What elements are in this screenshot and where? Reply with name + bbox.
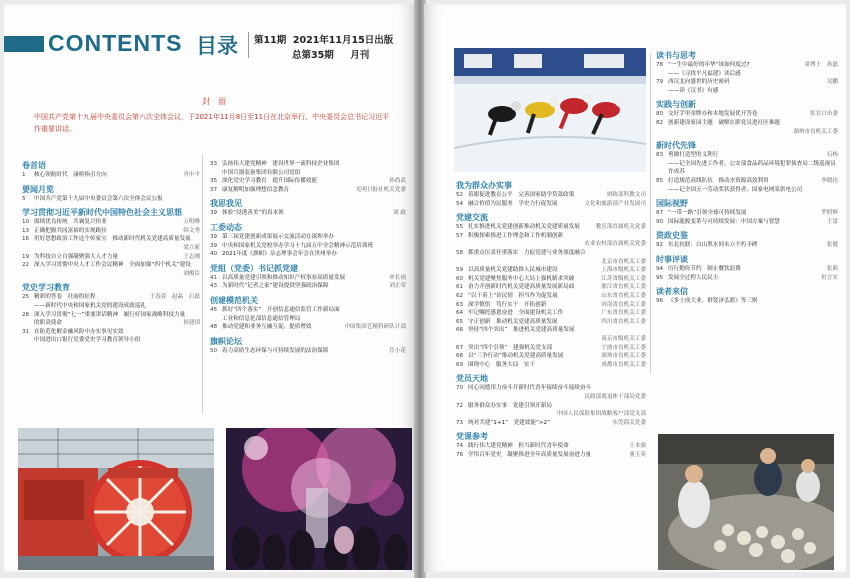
toc-section-title: 创建模范机关 <box>210 296 258 305</box>
toc-page-number: 35 <box>210 178 218 185</box>
toc-entry[interactable] <box>456 283 646 291</box>
toc-page-number: 39 <box>210 242 218 249</box>
toc-page-number: 96 <box>656 298 664 305</box>
toc-entry-author: 河南省直机关工委 <box>601 301 646 308</box>
toc-entry-title: 厉行勤俭节约 制止餐饮浪费 <box>668 266 741 272</box>
toc-page-number: 67 <box>456 344 464 351</box>
toc-entry[interactable] <box>210 186 406 194</box>
toc-page-number: 94 <box>656 266 664 272</box>
toc-entry-title: 《多士成大业，群贤济弘愿》等三则 <box>668 298 758 305</box>
toc-page-number: 61 <box>456 284 464 291</box>
contents-title: CONTENTS <box>48 30 183 56</box>
toc-entry[interactable] <box>22 195 200 203</box>
toc-entry-title: 精彩的答卷 壮丽的征程 <box>34 294 96 301</box>
toc-entry-title: 西汉北向盛世的历史密码 <box>668 79 730 86</box>
toc-entry[interactable] <box>22 227 200 235</box>
toc-entry[interactable] <box>456 326 646 334</box>
toc-entry-title: ——记全国先进工作者、公安部食品药品环境犯罪侦查局二级巡视员 <box>668 160 836 167</box>
total-number: 总第35期 <box>292 50 334 61</box>
toc-entry[interactable] <box>22 171 200 179</box>
toc-entry-title: “一生中最好的年华”该如何度过? <box>668 62 750 68</box>
toc-section-title: 旗帜论坛 <box>210 336 242 346</box>
toc-entry-author: 光明日报社机关党委 <box>355 186 406 193</box>
toc-entry[interactable] <box>656 70 838 78</box>
toc-entry[interactable] <box>22 253 200 261</box>
toc-page-number: 87 <box>656 210 664 217</box>
toc-entry-title: 东北抗联：白山黑水间永立不朽丰碑 <box>668 242 758 249</box>
toc-entry-title: ——记全国五一劳动奖状获得者、国家电网某供电公司 <box>668 186 803 193</box>
toc-entry-author: 浙江省直机关工委 <box>601 284 646 291</box>
toc-entry-author: 恒言实 <box>821 274 838 281</box>
toc-entry[interactable] <box>456 266 646 274</box>
toc-entry-author: 王雷 <box>826 218 838 225</box>
toc-entry-author: 罗照辉 <box>821 210 838 217</box>
toc-entry-author: 孙尚武 <box>389 178 406 185</box>
toc-entry-title: 深入学习贯彻中央人才工作会议精神 全面加强“四个机关”建设 <box>34 262 191 269</box>
toc-entry[interactable] <box>456 318 646 326</box>
header-divider <box>248 32 249 58</box>
toc-page-number: 68 <box>456 353 464 360</box>
toc-entry-author: 董玉英 <box>629 452 646 458</box>
toc-entry-author: 民政部离退休干部局党委 <box>584 394 646 400</box>
toc-page-number: 40 <box>210 251 218 258</box>
toc-entry-author: 四川省直机关工委 <box>601 318 646 325</box>
toc-page-number: 73 <box>456 419 464 426</box>
toc-entry-title: 创新建设家园主题 破解在职党员进社区难题 <box>668 120 780 126</box>
toc-entry-title: 体验“浸透善美”的真本领 <box>222 210 284 217</box>
toc-entry-title: 深入学习贯彻“七一”重要讲话精神 履行好国家战略科技力量 <box>34 311 186 318</box>
toc-entry-title: 机关党建聚焦服务中心大局上强机制求突破 <box>468 275 575 282</box>
toc-entry-title: 服务群众办实事 党建引领开新局 <box>468 402 552 409</box>
toc-entry-title: 牢记嘱托感恩奋进 全面建设机关工作 <box>468 310 564 317</box>
toc-page-number: 13 <box>22 227 30 234</box>
toc-entry[interactable] <box>456 361 646 369</box>
right-page <box>424 4 846 572</box>
toc-entry-author: 王春春 赵晶 石磊 <box>149 294 200 301</box>
tunnel-boring-machine-photo <box>18 428 214 570</box>
toc-entry-author: 广东省直机关工委 <box>601 310 646 317</box>
toc-section-title: 我思我见 <box>210 199 242 209</box>
toc-page-number: 95 <box>656 274 664 281</box>
toc-entry[interactable] <box>456 451 646 459</box>
toc-entry[interactable] <box>22 270 200 278</box>
toc-page-number: 22 <box>22 262 30 269</box>
toc-page-number: 69 <box>456 361 464 368</box>
toc-entry-title: 许成苏 <box>668 169 685 176</box>
toc-page-number: 60 <box>456 275 464 282</box>
toc-section-title: 读书与思考 <box>656 51 696 60</box>
toc-entry-author: 江苏省级机关工委 <box>601 275 646 282</box>
toc-page-number: 78 <box>656 62 664 68</box>
toc-entry[interactable] <box>456 232 646 240</box>
toc-entry-title: 国际能源变革与可持续发展：中国方案与智慧 <box>668 218 780 225</box>
toc-entry-author: 财政部科教文司 <box>606 192 646 198</box>
toc-entry-title: 2021年度《旗帜》杂志理事会年会在贵州举办 <box>222 251 337 258</box>
toc-page-number: 76 <box>456 452 464 458</box>
toc-entry-title: 坚持“四个突出” 推进机关党建高质量发展 <box>468 327 575 334</box>
toc-entry[interactable] <box>456 292 646 300</box>
cover-description <box>34 96 394 135</box>
toc-entry-title: 交好手里金牌办和本地发展优开答卷 <box>668 111 758 118</box>
toc-entry[interactable] <box>456 240 646 248</box>
toc-entry-title: 康复解明加强理想信念教育 <box>222 186 290 193</box>
toc-entry-title: 中国兵器装备集团有限公司党组 <box>222 169 301 176</box>
toc-page-number: 5 <box>22 195 26 202</box>
contents-title-cn: 目录 <box>196 34 238 58</box>
toc-entry[interactable] <box>22 328 200 336</box>
toc-entry[interactable] <box>210 233 406 241</box>
toc-entry[interactable] <box>456 335 646 343</box>
toc-entry-title: 统对共建“1+1” 党建效能“>2” <box>468 419 550 426</box>
toc-entry-author: 张室口市委 <box>810 111 838 118</box>
toc-entry-title: 突出“四个引领” 建强机关党支部 <box>468 344 553 351</box>
toc-page-number: 45 <box>210 307 218 313</box>
toc-entry-title: 中国共产党第十九届中央委员会第六次全体会议公报 <box>34 195 163 202</box>
toc-entry-title: 守正创新 推动机关党建高质量发展 <box>468 318 558 325</box>
toc-page-number: 52 <box>456 192 464 198</box>
total-line <box>292 47 369 61</box>
toc-entry[interactable] <box>656 128 838 136</box>
issue-number: 第11期 <box>254 35 287 46</box>
toc-page-number: 83 <box>656 152 664 159</box>
toc-entry-title: 工业和信息化部信息通信管理局 <box>222 315 301 322</box>
toc-entry-title: 融合价值为民服务 学史力行促发展 <box>468 200 558 207</box>
toc-entry-title: 以“三争行动”推动机关党建高质量发展 <box>468 353 564 360</box>
toc-entry[interactable] <box>210 177 406 185</box>
toc-page-number: 43 <box>210 283 218 290</box>
toc-page-number: 1 <box>22 172 26 178</box>
toc-entry[interactable] <box>456 301 646 309</box>
toc-entry[interactable] <box>210 315 406 323</box>
toc-entry-title: 正确把握共同富裕的实现路径 <box>34 227 107 234</box>
header-accent-bar <box>4 36 44 52</box>
toc-entry[interactable] <box>456 393 646 401</box>
toc-entry[interactable] <box>656 297 838 305</box>
toc-entry-author: 刘俊臣 <box>183 270 200 277</box>
toc-page-number: 10 <box>22 219 30 226</box>
toc-entry[interactable] <box>456 191 646 199</box>
toc-entry-author: 石杨 <box>826 152 838 159</box>
toc-entry-title: 为科技自立自强凝聚强大人才力量 <box>34 253 118 260</box>
toc-entry-title: 奋力开创新时代机关党建高质量发展新局面 <box>468 284 575 291</box>
toc-page-number: 74 <box>456 443 464 450</box>
toc-entry[interactable] <box>656 209 838 217</box>
toc-entry[interactable] <box>656 119 838 127</box>
toc-entry-title: ——《寻找平凡福建》读后感 <box>668 70 741 77</box>
toc-entry-author: 王志刚 <box>183 253 200 260</box>
cover-label: 封 面 <box>202 97 226 106</box>
toc-entry-author: 吴鹏 <box>826 79 838 86</box>
toc-entry-title: 在防范化解金融风险中办实事见实效 <box>34 328 124 335</box>
toc-entry-author: 岳小花 <box>389 347 406 354</box>
toc-entry-title: 抓重点压责任重落实 力促党建与业务深度融合 <box>468 250 586 256</box>
toc-entry-author: 农业农村部直属机关党委 <box>584 241 646 248</box>
toc-entry-author: 王本强 <box>629 443 646 450</box>
toc-entry-title: 中央和国家机关党校举办学习十九届五中全会精神示范培训班 <box>222 242 374 249</box>
toc-page-number: 39 <box>210 234 218 240</box>
toc-page-number: 55 <box>456 224 464 231</box>
toc-section-title: 要闻月览 <box>22 184 54 194</box>
toc-entry-title: 弘扬伟大建党精神 建设世界一流科技企业集团 <box>222 161 340 167</box>
toc-entry-author: 张莉 <box>826 266 838 272</box>
toc-entry[interactable] <box>456 384 646 392</box>
toc-page-number: 79 <box>656 79 664 86</box>
toc-entry[interactable] <box>656 177 838 185</box>
toc-entry-title: 以高质量机关党建助推人民城市建设 <box>468 267 558 274</box>
toc-entry[interactable] <box>22 244 200 252</box>
toc-entry-author: 成都市直机关工委 <box>601 361 646 368</box>
toc-page-number: 41 <box>210 274 218 281</box>
toc-entry[interactable] <box>210 323 406 331</box>
toc-entry[interactable] <box>456 258 646 266</box>
toc-entry-author: 南京市级机关工委 <box>601 336 646 342</box>
toc-entry-title: ——读《汉书》有感 <box>668 87 719 94</box>
toc-entry-title: 为新时代“记者之家”建设提供坚强政治保障 <box>222 283 329 290</box>
toc-entry-author: 文化和旅游部产业发展司 <box>584 200 646 207</box>
toc-entry[interactable] <box>456 200 646 208</box>
toc-entry[interactable] <box>656 61 838 69</box>
toc-entry-author: 教育部直属机关党委 <box>595 224 646 231</box>
toc-entry[interactable] <box>210 160 406 168</box>
toc-page-number: 70 <box>456 385 464 392</box>
toc-entry-author: 梁立新 <box>183 245 200 251</box>
toc-page-number: 90 <box>656 218 664 225</box>
toc-entry[interactable] <box>210 209 406 217</box>
toc-entry[interactable] <box>656 151 838 159</box>
toc-entry[interactable] <box>22 336 200 344</box>
toc-page-number: 50 <box>210 347 218 354</box>
toc-section-title: 党课参考 <box>456 432 488 442</box>
toc-page-number: 33 <box>210 161 218 167</box>
toc-entry[interactable] <box>656 110 838 118</box>
toc-entry[interactable] <box>210 306 406 314</box>
toc-entry-author: 申长雨 <box>389 274 406 281</box>
toc-entry-title: 积极探索推进工作理念和工作机制创新 <box>468 232 564 239</box>
toc-section-title: 我为群众办实事 <box>456 181 512 190</box>
toc-entry-author: 刘 政 <box>393 210 406 217</box>
toc-entry[interactable] <box>210 169 406 177</box>
toc-entry-author: 中国人民保险集团战略客户部党支部 <box>556 411 646 418</box>
toc-page-number: 72 <box>456 402 464 409</box>
toc-entry-title: 推动党建和业务互融互促、提质增效 <box>222 324 312 331</box>
toc-entry-author: 张健 <box>826 242 838 249</box>
cover-text: 中国共产党第十九届中央委员会第六次全体会议，于2021年11月8日至11日在北京举行。中央委员会总书记习近平作重要讲话。 <box>34 113 390 133</box>
toc-page-number: 25 <box>22 294 30 301</box>
toc-page-number: 65 <box>456 318 464 325</box>
toc-entry[interactable] <box>456 275 646 283</box>
toc-entry[interactable] <box>656 168 838 176</box>
toc-entry[interactable] <box>656 160 838 168</box>
toc-page-number: 28 <box>22 311 30 318</box>
night-celebration-photo <box>226 428 412 570</box>
toc-entry-author: 湖州市直机关工委 <box>793 128 838 135</box>
toc-page-number: 54 <box>456 200 464 207</box>
toc-entry-title: ——新时代中央和国家机关党的建设成就巡礼 <box>34 303 146 309</box>
toc-entry-title: 核心领航时代 康桥指引方向 <box>34 172 107 178</box>
toc-entry[interactable] <box>210 282 406 290</box>
toc-entry-title: 践行伟大建党精神 担当新时代青年使命 <box>468 443 569 450</box>
toc-entry[interactable] <box>656 186 838 194</box>
toc-page-number: 80 <box>656 111 664 118</box>
toc-entry-author: 刘正荣 <box>389 283 406 290</box>
toc-entry[interactable] <box>22 293 200 301</box>
toc-entry-author: 李晓达 <box>821 178 838 184</box>
toc-entry[interactable] <box>656 265 838 273</box>
toc-entry[interactable] <box>22 319 200 327</box>
toc-page-number: 39 <box>210 210 218 217</box>
toc-entry[interactable] <box>22 235 200 243</box>
toc-entry-author: 童博士 孙磊 <box>804 62 838 68</box>
toc-page-number: 66 <box>456 327 464 334</box>
toc-section-title: 资政史鉴 <box>656 231 688 241</box>
toc-page-number: 19 <box>22 253 30 260</box>
toc-entry-title: 打造规范高线队伍 推动水资源高效利用 <box>668 178 769 184</box>
toc-entry[interactable] <box>456 419 646 427</box>
toc-section-title: 国际视野 <box>656 199 688 209</box>
toc-entry[interactable] <box>456 402 646 410</box>
toc-entry[interactable] <box>456 344 646 352</box>
toc-entry-title: “以干着上”访民情 担当作为促发展 <box>468 293 558 299</box>
toc-entry-title: 用好思想政治工作这个传家宝 推动新时代机关党建高质量发展 <box>34 236 191 243</box>
toc-entry-title: 同心同德用力奋斗开新时代青年接续奋斗接续奋斗 <box>468 385 592 392</box>
toc-section-title: 党组（党委）书记抓党建 <box>210 263 298 273</box>
toc-entry[interactable] <box>656 87 838 95</box>
toc-section-title: 学习贯彻习近平新时代中国特色社会主义思想 <box>22 208 182 218</box>
frequency: 月刊 <box>350 50 370 61</box>
issue-date: 2021年11月15日出版 <box>292 35 394 46</box>
toc-page-number: 16 <box>22 236 30 243</box>
toc-entry-title: 以高质量党建引领和推动知识产权事业高质量发展 <box>222 274 346 281</box>
toc-page-number: 57 <box>456 232 464 239</box>
toc-entry-title: 深学慎悟 笃行实干 开拓创新 <box>468 301 547 308</box>
toc-entry[interactable] <box>656 274 838 282</box>
toc-entry[interactable] <box>456 249 646 257</box>
toc-entry[interactable] <box>656 241 838 249</box>
toc-page-number: 31 <box>22 328 30 335</box>
toc-page-number: 63 <box>456 301 464 308</box>
toc-entry-author: 宁波市直机关工委 <box>601 344 646 351</box>
toc-entry-title: 勇做打造型的义利行 <box>668 152 719 159</box>
column-divider <box>202 154 203 414</box>
toc-entry-author: 北京市直机关工委 <box>601 258 646 265</box>
toc-entry-title: 赓续优良传统 共襄复兴伟业 <box>34 219 107 226</box>
left-page <box>4 4 416 572</box>
toc-section-title: 时事评谈 <box>656 255 688 264</box>
toc-entry-title: 中国进出口银行党委党史学习教育领导小组 <box>34 337 141 344</box>
toc-entry[interactable] <box>456 309 646 317</box>
toc-page-number: 37 <box>210 186 218 193</box>
toc-entry[interactable] <box>656 218 838 226</box>
toc-entry-author: 山东省直机关工委 <box>601 293 646 299</box>
toc-page-number: 92 <box>656 242 664 249</box>
toc-section-title: 实践与创新 <box>656 100 696 110</box>
toc-entry[interactable] <box>22 261 200 269</box>
toc-page-number: 62 <box>456 293 464 299</box>
toc-page-number: 59 <box>456 267 464 274</box>
toc-entry[interactable] <box>456 352 646 360</box>
toc-entry-author: 深圳市直机关工委 <box>601 353 646 360</box>
toc-section-title: 新时代先锋 <box>656 141 696 151</box>
toc-section-title: 党建交流 <box>456 213 488 223</box>
toc-entry-title: 着力高质生态环保与可持续发展的法治保障 <box>222 347 329 354</box>
toc-entry[interactable] <box>22 218 200 226</box>
toc-entry[interactable] <box>22 302 200 310</box>
toc-page-number: 48 <box>210 324 218 331</box>
toc-entry-title: 扎实推进机关党建创新推动机关党建质量发展 <box>468 224 580 231</box>
toc-entry[interactable] <box>456 223 646 231</box>
toc-entry-title: 深化党史学习教育 提升国际传播效能 <box>222 178 318 185</box>
toc-entry-author: 万明峰 <box>183 219 200 226</box>
issue-line <box>254 32 393 46</box>
toc-entry-title: 学悟百年党史 凝聚推进全年高质量发展奋进力量 <box>468 452 592 458</box>
toc-entry-title: 发展全过程人民民主 <box>668 274 719 281</box>
toc-entry[interactable] <box>210 347 406 355</box>
toc-entry-title: 抓好“四个落实” 开创信息通信监管工作新局面 <box>222 307 340 313</box>
toc-entry[interactable] <box>22 311 200 319</box>
toc-page-number: 58 <box>456 250 464 256</box>
toc-page-number: 64 <box>456 310 464 317</box>
toc-entry[interactable] <box>210 250 406 258</box>
toc-page-number: 82 <box>656 120 664 126</box>
toc-section-title: 工委动态 <box>210 223 242 232</box>
toc-entry-author: 上海市级机关工委 <box>601 267 646 274</box>
toc-entry-title: 围绕中心 服务大局 实干 <box>468 361 536 368</box>
toc-entry-author: 齐中平 <box>183 172 200 178</box>
toc-entry-title: 的职责使命 <box>34 320 62 327</box>
toc-section-title: 党员天地 <box>456 374 488 384</box>
speed-skating-photo <box>454 48 646 172</box>
toc-section-title: 读者来信 <box>656 287 688 297</box>
toc-section-title: 卷首语 <box>22 161 46 170</box>
toc-entry[interactable] <box>656 78 838 86</box>
toc-entry-title: 着眼促进教育公平 完善国家助学贷款政策 <box>468 192 575 198</box>
toc-entry-author: 侯建国 <box>183 320 200 327</box>
toc-entry[interactable] <box>456 410 646 418</box>
toc-entry-title: 第三届党建创新成果展示交流活动在深圳举办 <box>222 234 334 240</box>
toc-entry[interactable] <box>456 442 646 450</box>
mushroom-farm-photo <box>658 434 834 570</box>
toc-page-number: 85 <box>656 178 664 184</box>
toc-section-title: 党史学习教育 <box>22 283 70 293</box>
column-divider <box>650 54 651 374</box>
toc-entry-author: 韩文秀 <box>183 227 200 234</box>
toc-entry[interactable] <box>210 274 406 282</box>
toc-entry-title: “一带一路”引领全球可持续发展 <box>668 210 747 217</box>
toc-entry[interactable] <box>210 242 406 250</box>
toc-entry-author: 东莞海关党委 <box>612 419 646 426</box>
toc-entry-author: 中国集团艺精科研队计部 <box>344 324 406 331</box>
